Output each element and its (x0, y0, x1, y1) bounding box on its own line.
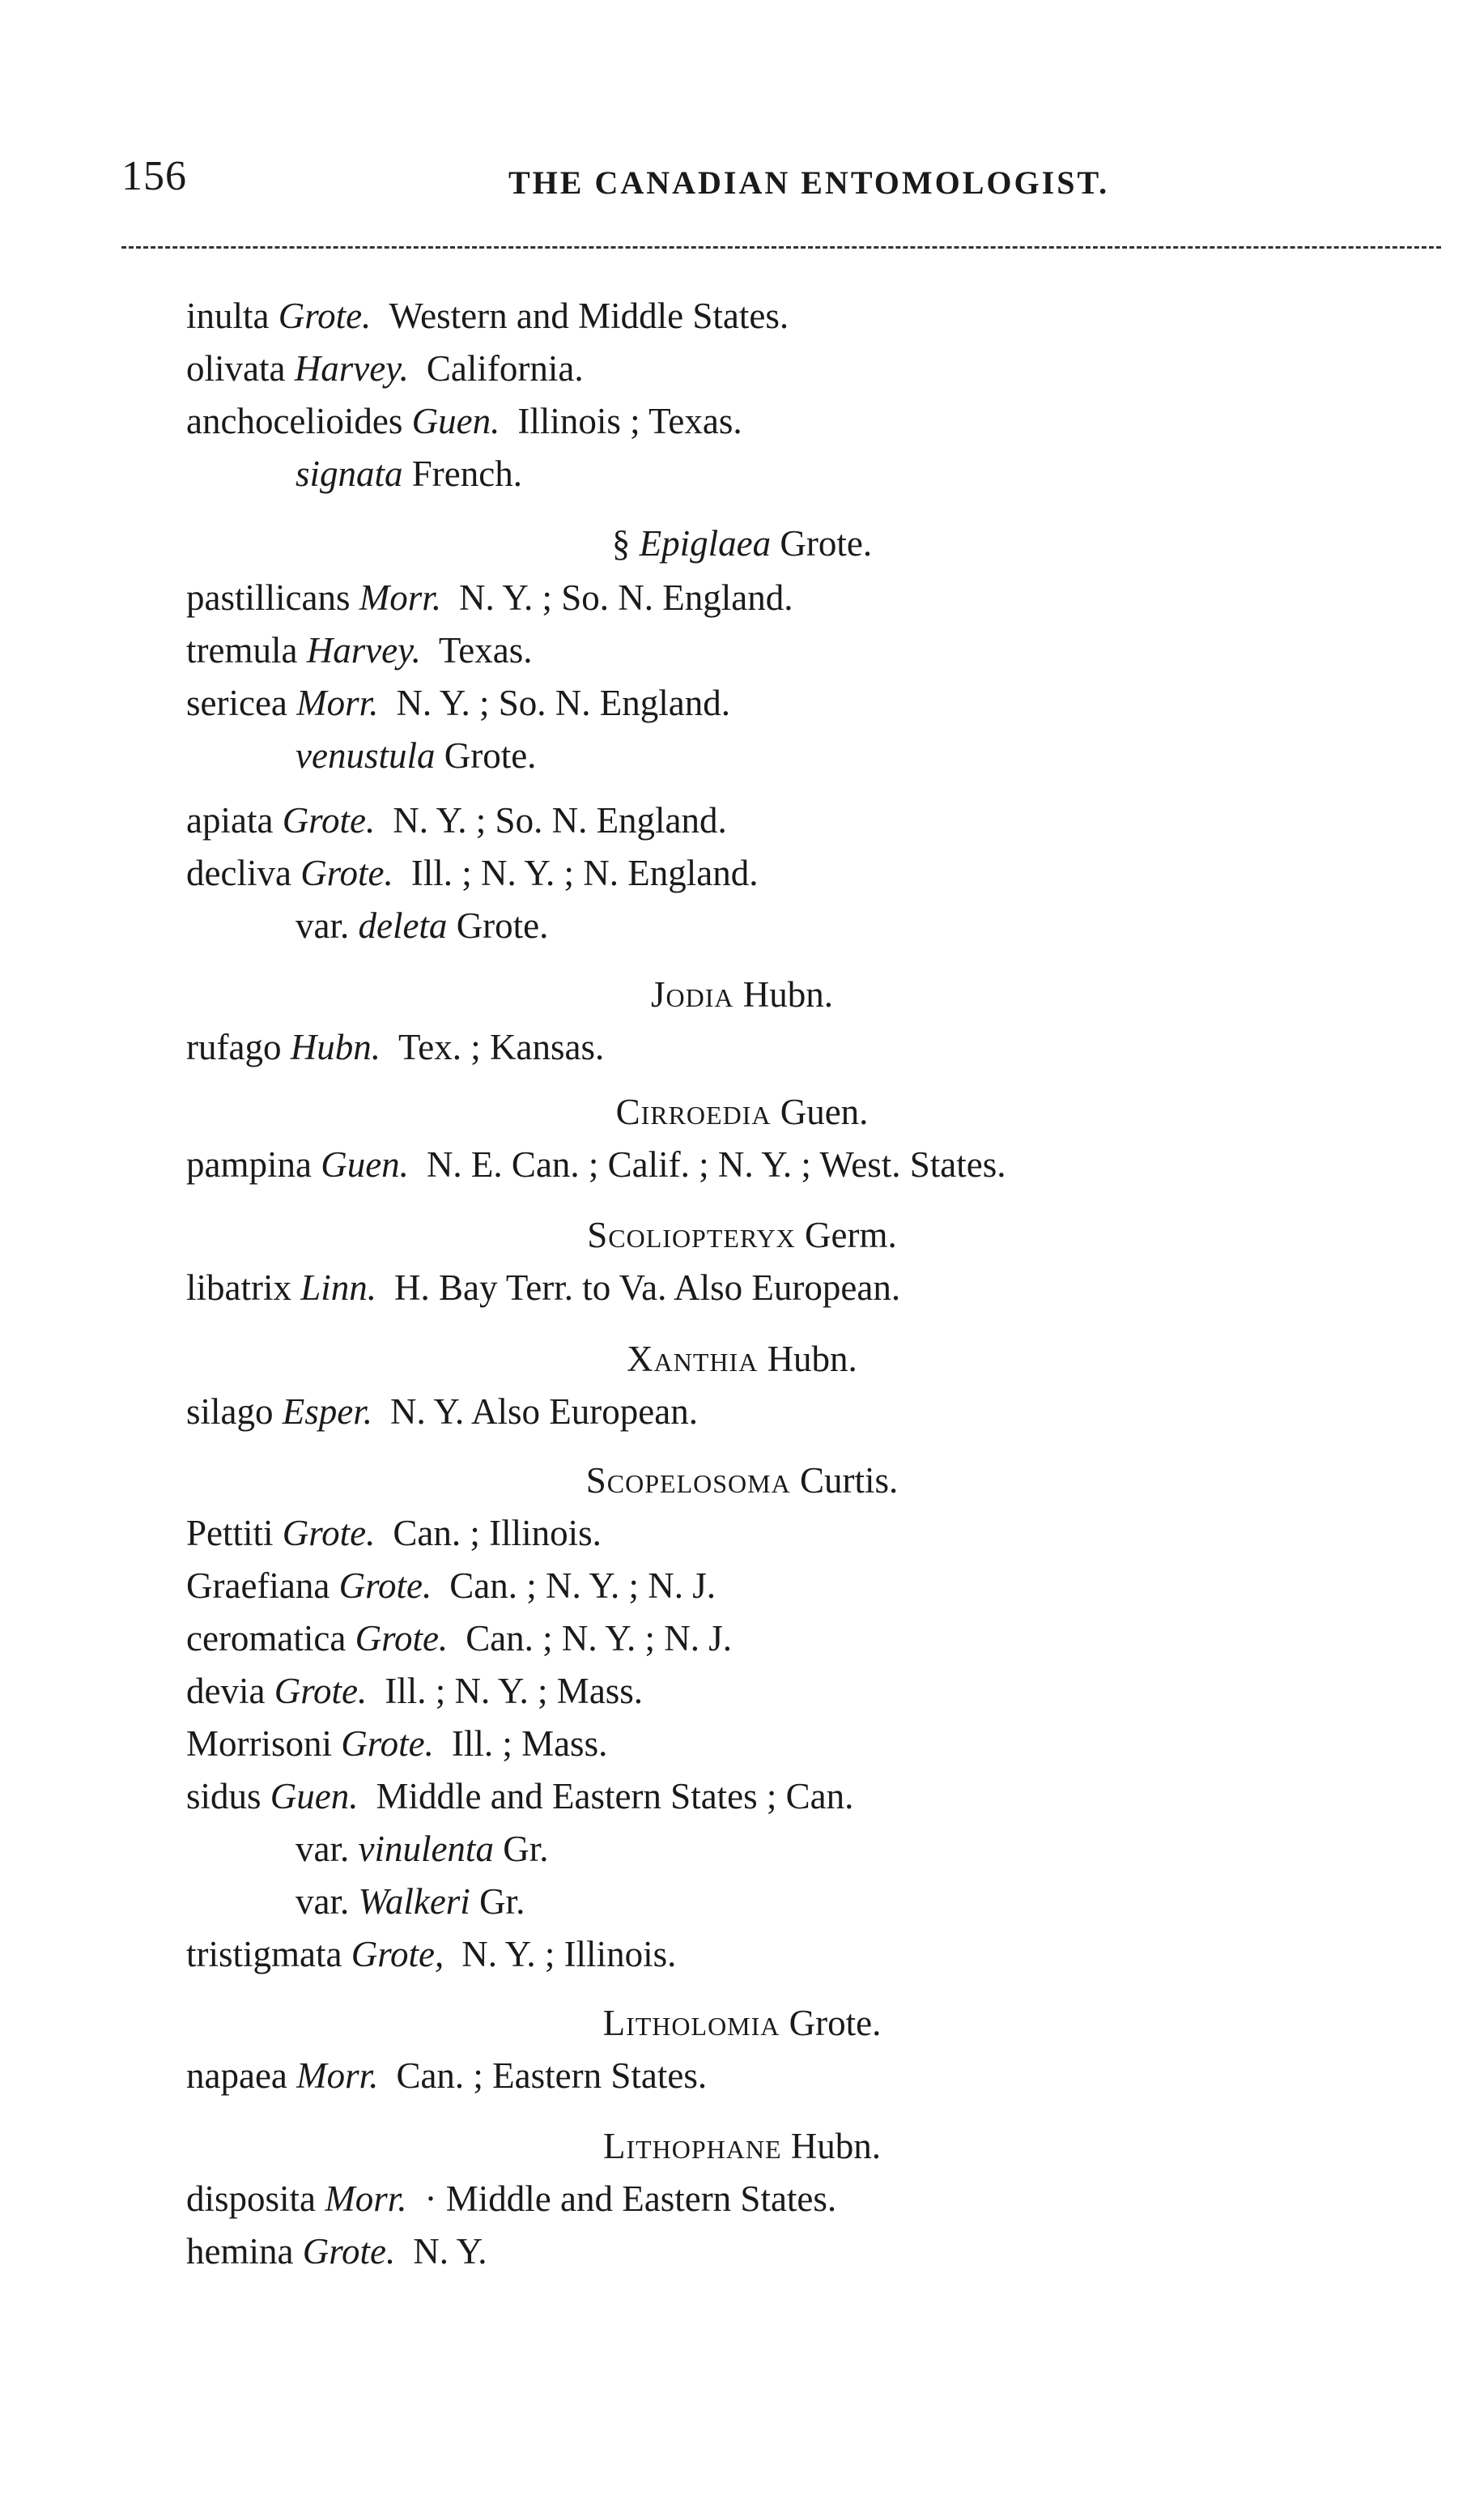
synonym-author: Gr. (503, 1829, 549, 1869)
species-range: N. Y. Also European. (390, 1391, 698, 1432)
synonym-author: Grote. (456, 905, 549, 946)
species-entry (186, 346, 584, 391)
species-entry (186, 2053, 707, 2098)
species-entry (186, 1616, 732, 1661)
species-name: devia (186, 1671, 266, 1711)
subgenus-name: Epiglaea (639, 523, 772, 564)
header-rule (121, 246, 1441, 249)
synonym-entry (296, 451, 522, 496)
species-range: N. E. Can. ; Calif. ; N. Y. ; West. States. (426, 1144, 1006, 1185)
species-name: anchocelioides (186, 401, 403, 441)
species-author: Morr. (296, 2055, 379, 2096)
species-range: · Middle and Eastern States. (424, 2178, 837, 2219)
species-range: N. Y. (413, 2231, 487, 2272)
synonym-name: signata (296, 454, 403, 494)
genus-heading (0, 2123, 1484, 2169)
species-author: Morr. (359, 577, 441, 618)
species-name: sericea (186, 683, 287, 723)
species-range: Middle and Eastern States ; Can. (376, 1776, 854, 1816)
genus-author: Hubn. (790, 2126, 882, 2166)
genus-heading (0, 1458, 1484, 1503)
species-entry (186, 1024, 604, 1070)
species-author: Morr. (296, 683, 379, 723)
running-title: THE CANADIAN ENTOMOLOGIST. (508, 164, 1110, 201)
species-name: pastillicans (186, 577, 351, 618)
genus-name: Xanthia (627, 1339, 759, 1379)
page-number: 156 (121, 153, 187, 199)
species-range: Tex. ; Kansas. (398, 1027, 605, 1067)
species-name: ceromatica (186, 1618, 347, 1659)
species-range: H. Bay Terr. to Va. Also European. (394, 1267, 901, 1308)
genus-name: Litholomia (602, 2003, 780, 2043)
species-range: Western and Middle States. (389, 296, 789, 336)
species-entry (186, 680, 730, 726)
species-name: decliva (186, 853, 291, 893)
synonym-entry (296, 903, 548, 948)
species-entry (186, 1265, 900, 1310)
species-author: Esper. (282, 1391, 372, 1432)
species-entry (186, 1563, 716, 1608)
species-entry (186, 1510, 602, 1556)
variety-prefix: var. (296, 1829, 350, 1869)
genus-heading (0, 1336, 1484, 1382)
species-range: Can. ; N. Y. ; N. J. (466, 1618, 732, 1659)
species-author: Grote. (300, 853, 393, 893)
species-name: olivata (186, 348, 286, 389)
species-name: napaea (186, 2055, 287, 2096)
genus-author: Germ. (805, 1215, 897, 1255)
species-range: Illinois ; Texas. (517, 401, 742, 441)
subgenus-heading (0, 521, 1484, 566)
species-author: Grote. (282, 1513, 376, 1553)
species-name: Pettiti (186, 1513, 274, 1553)
species-author: Linn. (300, 1267, 376, 1308)
species-entry (186, 798, 727, 843)
genus-name: Scoliopteryx (587, 1215, 796, 1255)
species-author: Grote. (278, 296, 372, 336)
genus-author: Hubn. (742, 974, 833, 1015)
variety-prefix: var. (296, 1881, 350, 1922)
species-name: silago (186, 1391, 274, 1432)
species-author: Grote. (282, 800, 376, 841)
species-author: Guen. (270, 1776, 359, 1816)
genus-name: Cirroedia (615, 1092, 772, 1132)
species-author: Guen. (321, 1144, 409, 1185)
species-range: California. (426, 348, 584, 389)
species-entry (186, 398, 742, 444)
genus-heading (0, 1089, 1484, 1135)
synonym-author: Grote. (444, 735, 537, 776)
synonym-entry (296, 733, 536, 778)
species-name: hemina (186, 2231, 294, 2272)
genus-author: Hubn. (767, 1339, 857, 1379)
species-name: Morrisoni (186, 1723, 332, 1764)
species-name: Graefiana (186, 1565, 330, 1606)
synonym-name: Walkeri (358, 1881, 470, 1922)
synonym-name: venustula (296, 735, 436, 776)
genus-name: Lithophane (602, 2126, 782, 2166)
species-name: apiata (186, 800, 274, 841)
species-author: Grote, (351, 1934, 444, 1974)
synonym-entry (296, 1879, 525, 1924)
genus-name: Scopelosoma (585, 1460, 791, 1501)
genus-name: Jodia (651, 974, 734, 1015)
species-range: Can. ; N. Y. ; N. J. (449, 1565, 716, 1606)
species-name: sidus (186, 1776, 262, 1816)
species-range: Can. ; Eastern States. (396, 2055, 708, 2096)
genus-heading (0, 2000, 1484, 2046)
genus-author: Grote. (780, 523, 873, 564)
species-entry (186, 1389, 698, 1434)
species-author: Grote. (274, 1671, 368, 1711)
species-author: Harvey. (294, 348, 409, 389)
species-entry (186, 2176, 836, 2221)
species-range: N. Y. ; So. N. England. (459, 577, 793, 618)
page-header (121, 152, 1441, 217)
species-range: N. Y. ; So. N. England. (396, 683, 730, 723)
synonym-name: deleta (358, 905, 448, 946)
species-entry (186, 1142, 1006, 1187)
genus-author: Grote. (789, 2003, 882, 2043)
species-name: rufago (186, 1027, 282, 1067)
synonym-author: Gr. (479, 1881, 525, 1922)
species-name: inulta (186, 296, 270, 336)
section-mark: § (611, 523, 631, 564)
species-entry (186, 293, 789, 339)
species-range: N. Y. ; So. N. England. (393, 800, 727, 841)
species-author: Harvey. (306, 630, 421, 671)
species-author: Hubn. (290, 1027, 381, 1067)
species-author: Grote. (338, 1565, 432, 1606)
species-name: libatrix (186, 1267, 291, 1308)
genus-author: Curtis. (799, 1460, 899, 1501)
species-author: Grote. (302, 2231, 396, 2272)
species-author: Morr. (325, 2178, 407, 2219)
species-entry (186, 1774, 853, 1819)
synonym-name: vinulenta (358, 1829, 494, 1869)
species-range: Can. ; Illinois. (393, 1513, 602, 1553)
species-range: Ill. ; Mass. (451, 1723, 608, 1764)
species-author: Guen. (411, 401, 500, 441)
species-entry (186, 850, 759, 896)
species-entry (186, 575, 793, 620)
species-entry (186, 1931, 676, 1977)
variety-prefix: var. (296, 905, 350, 946)
species-entry (186, 628, 532, 673)
genus-author: Guen. (780, 1092, 869, 1132)
species-name: tristigmata (186, 1934, 342, 1974)
species-range: Ill. ; N. Y. ; Mass. (385, 1671, 644, 1711)
species-name: disposita (186, 2178, 317, 2219)
species-author: Grote. (355, 1618, 449, 1659)
species-name: pampina (186, 1144, 312, 1185)
species-range: N. Y. ; Illinois. (461, 1934, 677, 1974)
species-author: Grote. (341, 1723, 434, 1764)
species-name: tremula (186, 630, 298, 671)
species-range: Texas. (438, 630, 533, 671)
species-entry (186, 2229, 487, 2274)
synonym-author: French. (411, 454, 522, 494)
species-range: Ill. ; N. Y. ; N. England. (410, 853, 759, 893)
species-entry (186, 1721, 607, 1766)
synonym-entry (296, 1826, 548, 1872)
genus-heading (0, 972, 1484, 1017)
species-entry (186, 1668, 643, 1714)
genus-heading (0, 1212, 1484, 1258)
